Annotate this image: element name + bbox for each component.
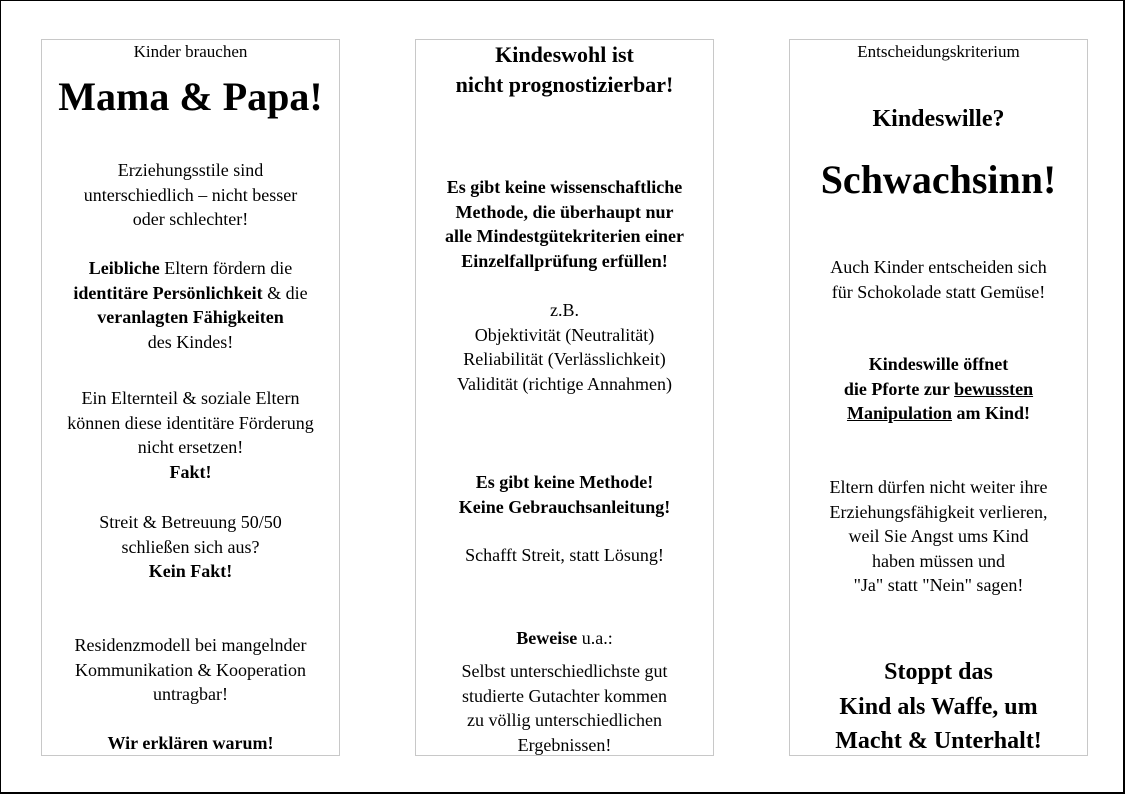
panel-kindeswille xyxy=(789,39,1088,756)
panel3-intro: Entscheidungskriterium xyxy=(857,42,1020,61)
panel3-closing-stopp: Stoppt das Kind als Waffe, um Macht & Unterhalt! xyxy=(835,659,1042,754)
panel1-paragraph-leibliche-eltern: Leibliche Eltern fördern die identitäre Persönlichkeit & die veranlagten Fähigkeiten des Kindes! xyxy=(73,258,308,352)
panel2-gütekriterien-list: z.B. Objektivität (Neutralität) Reliabilität (Verlässlichkeit) Validität (richtige Annahmen) xyxy=(457,300,672,394)
panel1-paragraph-elternteil: Ein Elternteil & soziale Eltern können diese identitäre Förderung nicht ersetzen! Fakt! xyxy=(67,388,314,482)
panel-kinder-brauchen xyxy=(41,39,340,756)
panel2-paragraph-gutachter: Selbst unterschiedlichste gut studierte Gutachter kommen zu völlig unterschiedlichen Ergebnissen! xyxy=(461,661,668,755)
panel3-paragraph-schokolade: Auch Kinder entscheiden sich für Schokolade statt Gemüse! xyxy=(830,257,1047,302)
panel3-headline: Schwachsinn! xyxy=(820,157,1057,202)
panel1-closing: Wir erklären warum! xyxy=(107,733,274,753)
panel1-paragraph-erziehungsstile: Erziehungsstile sind unterschiedlich – nicht besser oder schlechter! xyxy=(83,160,298,229)
panel3-paragraph-manipulation: Kindeswille öffnet die Pforte zur bewussten Manipulation am Kind! xyxy=(843,354,1034,423)
panel3-question: Kindeswille? xyxy=(872,106,1005,132)
panel2-paragraph-methode: Es gibt keine wissenschaftliche Methode, die überhaupt nur alle Mindestgütekriterien einer Einzelfallprüfung erfüllen! xyxy=(445,177,684,271)
panel2-title: Kindeswohl ist nicht prognostizierbar! xyxy=(455,42,674,97)
panel1-paragraph-residenzmodell: Residenzmodell bei mangelnder Kommunikation & Kooperation untragbar! xyxy=(74,635,307,704)
panel1-paragraph-streit: Streit & Betreuung 50/50 schließen sich aus? Kein Fakt! xyxy=(99,512,282,581)
panel2-beweise-heading: Beweise u.a.: xyxy=(516,628,613,648)
panel2-paragraph-keine-methode: Es gibt keine Methode! Keine Gebrauchsanleitung! xyxy=(458,472,671,517)
panel2-streit-line: Schafft Streit, statt Lösung! xyxy=(465,545,664,565)
panel1-headline: Mama & Papa! xyxy=(58,74,323,119)
panel1-intro: Kinder brauchen xyxy=(133,42,248,61)
panel3-paragraph-eltern-angst: Eltern dürfen nicht weiter ihre Erziehungsfähigkeit verlieren, weil Sie Angst ums Kind haben müssen und "Ja" statt "Nein" sagen! xyxy=(829,477,1048,595)
panel-kindeswohl xyxy=(415,39,714,756)
